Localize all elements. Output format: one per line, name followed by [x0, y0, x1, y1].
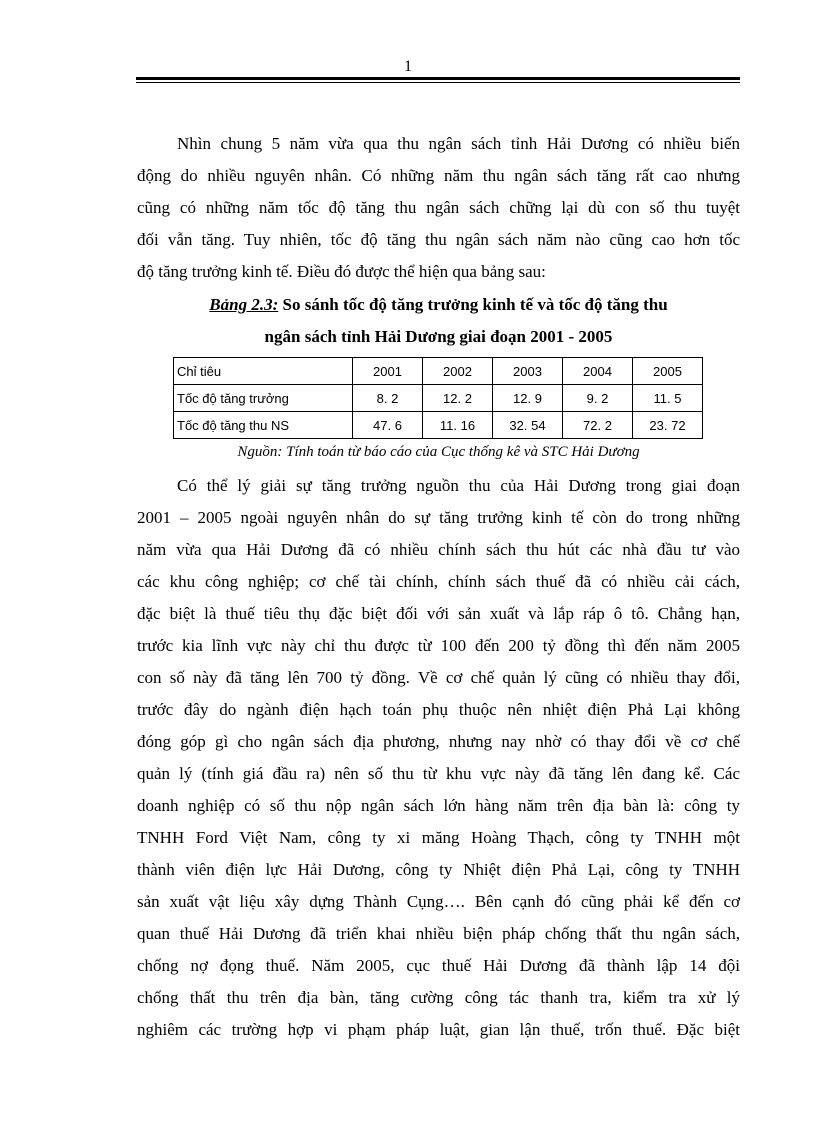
table-caption-line2: ngân sách tỉnh Hải Dương giai đoạn 2001 - 2005 [264, 327, 613, 346]
body-line: đặc biệt là thuế tiêu thụ đặc biệt đối với sản xuất và lắp ráp ô tô. Chẳng hạn, [137, 604, 740, 623]
table-caption-line1: So sánh tốc độ tăng trưởng kinh tế và tốc độ tăng thu [282, 295, 668, 314]
intro-line: động do nhiều nguyên nhân. Có những năm thu ngân sách tăng rất cao nhưng [137, 166, 740, 185]
body-line: trước kia lĩnh vực này chỉ thu được từ 100 đến 200 tỷ đồng thì đến năm 2005 [137, 636, 740, 655]
body-line: chống thất thu trên địa bàn, tăng cường công tác thanh tra, kiểm tra xử lý [137, 988, 740, 1007]
body-line: con số này đã tăng lên 700 tỷ đồng. Về cơ chế quản lý cũng có nhiều thay đổi, [137, 668, 740, 687]
table-caption-label: Bảng 2.3: [209, 295, 279, 314]
table-cell: 9. 2 [563, 385, 633, 412]
body-line: các khu công nghiệp; cơ chế tài chính, chính sách thuế đã có nhiều cải cách, [137, 572, 740, 591]
body-line: chống nợ đọng thuế. Năm 2005, cục thuế Hải Dương đã thành lập 14 đội [137, 956, 740, 975]
body-line: TNHH Ford Việt Nam, công ty xi măng Hoàng Thạch, công ty TNHH một [137, 828, 740, 847]
body-line: 2001 – 2005 ngoài nguyên nhân do sự tăng trưởng kinh tế còn do trong những [137, 508, 740, 527]
body-line: quản lý (tính giá đầu ra) nên số thu từ khu vực này đã tăng lên đang kể. Các [137, 764, 740, 783]
intro-line: cũng có những năm tốc độ tăng thu ngân sách chững lại dù con số thu tuyệt [137, 198, 740, 217]
page-number: 1 [404, 58, 412, 75]
table-cell: 11. 16 [423, 412, 493, 439]
table-row [174, 412, 703, 439]
table-cell: 8. 2 [353, 385, 423, 412]
table-header-cell: Chỉ tiêu [174, 358, 353, 385]
table-header-cell: 2005 [633, 358, 703, 385]
table-cell: 23. 72 [633, 412, 703, 439]
table-cell: 11. 5 [633, 385, 703, 412]
body-paragraph [137, 470, 740, 1046]
table-cell: 47. 6 [353, 412, 423, 439]
table-cell: 32. 54 [493, 412, 563, 439]
intro-line: đối vẫn tăng. Tuy nhiên, tốc độ tăng thu ngân sách năm nào cũng cao hơn tốc [137, 230, 740, 249]
table-header-cell: 2004 [563, 358, 633, 385]
table-cell: 12. 2 [423, 385, 493, 412]
table-header-row [174, 358, 703, 385]
table-header-cell: 2003 [493, 358, 563, 385]
table-cell: 12. 9 [493, 385, 563, 412]
table-cell: Tốc độ tăng thu NS [174, 412, 353, 439]
source-note: Nguồn: Tính toán từ báo cáo của Cục thống kê và STC Hải Dương [237, 444, 640, 460]
intro-line: Nhìn chung 5 năm vừa qua thu ngân sách tỉnh Hải Dương có nhiều biến [177, 134, 740, 153]
body-line: nghiêm các trường hợp vi phạm pháp luật, gian lận thuế, trốn thuế. Đặc biệt [137, 1020, 740, 1039]
table-caption-second [137, 321, 740, 353]
table-cell: 72. 2 [563, 412, 633, 439]
body-line: đóng góp gì cho ngân sách địa phương, nhưng nay nhờ có thay đổi về cơ chế [137, 732, 740, 751]
header-rule-thick [136, 77, 740, 80]
body-line: quan thuế Hải Dương đã triển khai nhiều biện pháp chống thất thu ngân sách, [137, 924, 740, 943]
body-line: sản xuất vật liệu xây dựng Thành Cụng…. Bên cạnh đó cũng phải kể đến cơ [137, 892, 740, 911]
table-cell: Tốc độ tăng trưởng [174, 385, 353, 412]
body-line: doanh nghiệp có số thu nộp ngân sách lớn hàng năm trên địa bàn là: công ty [137, 796, 740, 815]
body-line: trước đây do ngành điện hạch toán phụ thuộc nên nhiệt điện Phả Lại không [137, 700, 740, 719]
header-rule-thin [136, 82, 740, 83]
table-header-cell: 2002 [423, 358, 493, 385]
intro-line: độ tăng trưởng kinh tế. Điều đó được thể hiện qua bảng sau: [137, 262, 546, 281]
intro-paragraph [137, 128, 740, 288]
table-row [174, 385, 703, 412]
body-line: Có thể lý giải sự tăng trưởng nguồn thu của Hải Dương trong giai đoạn [177, 476, 740, 495]
table-caption [137, 289, 740, 321]
body-line: thành viên điện lực Hải Dương, công ty Nhiệt điện Phả Lại, công ty TNHH [137, 860, 740, 879]
comparison-table [173, 357, 703, 439]
table-header-cell: 2001 [353, 358, 423, 385]
body-line: năm vừa qua Hải Dương đã có nhiều chính sách thu hút các nhà đầu tư vào [137, 540, 740, 559]
